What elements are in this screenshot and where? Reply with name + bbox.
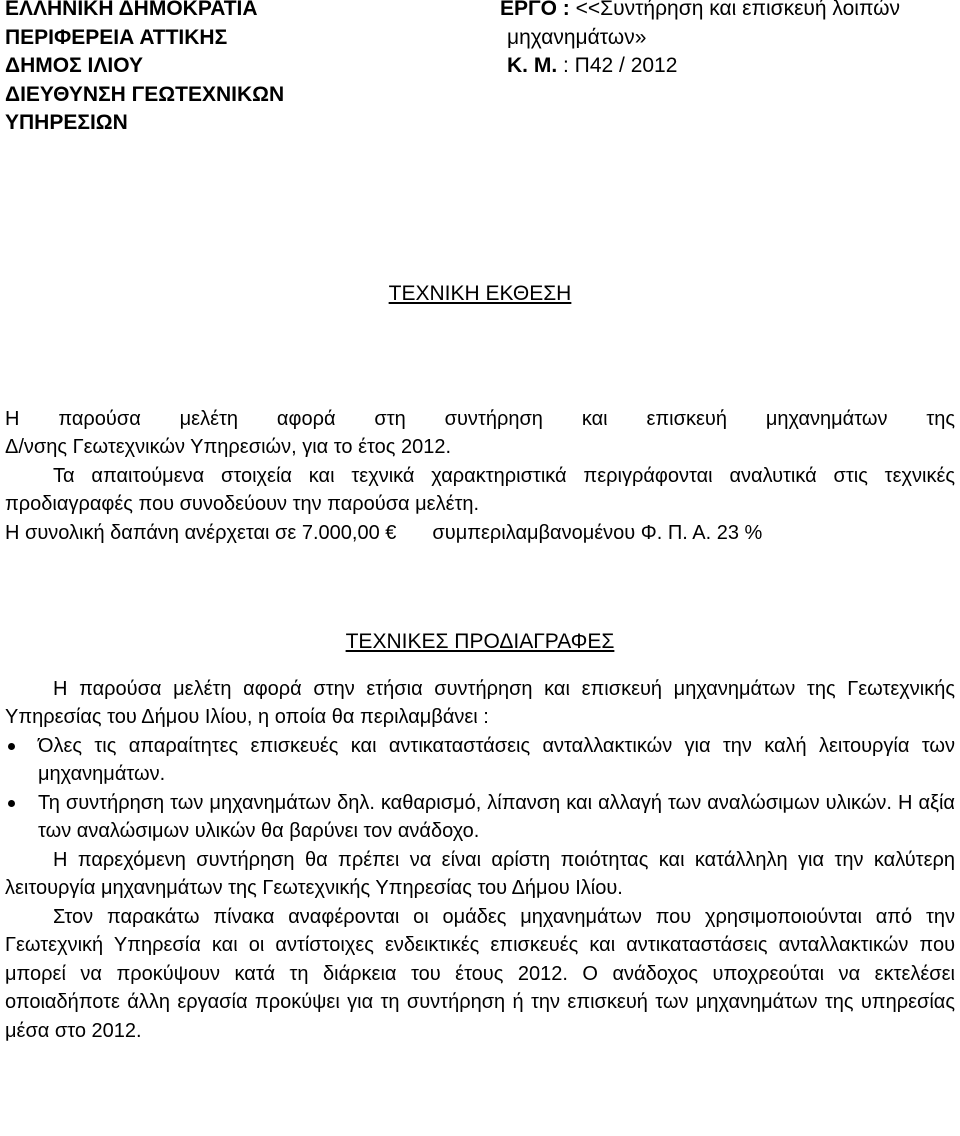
km-label: Κ. Μ. (507, 54, 558, 77)
report-line-1: Η παρούσα μελέτη αφορά στη συντήρηση και επισκευή μηχανημάτων της (5, 407, 955, 430)
authority-line: ΠΕΡΙΦΕΡΕΙΑ ΑΤΤΙΚΗΣ (5, 25, 228, 49)
technical-specs-body (5, 675, 955, 1046)
authority-line: ΥΠΗΡΕΣΙΩΝ (5, 111, 128, 134)
euro-symbol: € (385, 521, 397, 544)
bullet-icon (8, 743, 15, 750)
specs-paragraph-quality: Η παρεχόμενη συντήρηση θα πρέπει να είναι αρίστη ποιότητας και κατάλληλη για την καλύτερη λειτουργία μηχανημάτων της Γεωτεχνικής Υπηρεσίας του Δήμου Ιλίου. (5, 848, 955, 899)
list-item-text: Όλες τις απαραίτητες επισκευές και αντικαταστάσεις ανταλλακτικών για την καλή λειτουργία των μηχανημάτων. (38, 734, 955, 785)
document-page (5, 0, 955, 1045)
project-line (500, 0, 955, 24)
cost-suffix: συμπεριλαμβανομένου Φ. Π. Α. 23 % (432, 521, 763, 544)
authority-line: ΔΗΜΟΣ ΙΛΙΟΥ (5, 54, 143, 77)
cost-prefix: Η συνολική δαπάνη ανέρχεται σε 7.000,00 (5, 521, 386, 544)
project-label: ΕΡΓΟ : (500, 0, 576, 20)
project-name-part2: μηχανημάτων» (507, 25, 647, 49)
km-line (500, 52, 955, 81)
list-item-text: Τη συντήρηση των μηχανημάτων δηλ. καθαρισμό, λίπανση και αλλαγή των αναλώσιμων υλικών. Η αξία των αναλώσιμων υλικών θα βαρύνει τον ανάδοχο. (38, 791, 955, 842)
km-value: : Π42 / 2012 (557, 54, 678, 77)
technical-report-title: ΤΕΧΝΙΚΗ ΕΚΘΕΣΗ (388, 282, 572, 305)
project-name-part1: <<Συντήρηση και επισκευή λοιπών (575, 0, 901, 20)
specs-intro: Η παρούσα μελέτη αφορά στην ετήσια συντήρηση και επισκευή μηχανημάτων της Γεωτεχνικής Υπηρεσίας του Δήμου Ιλίου, η οποία θα περιλαμβάνει : (5, 677, 955, 728)
list-item (5, 789, 955, 846)
bullet-icon (8, 800, 15, 807)
total-cost-line (5, 519, 955, 548)
report-line-2: Δ/νσης Γεωτεχνικών Υπηρεσιών, για το έτος 2012. (5, 436, 451, 458)
technical-specs-title: ΤΕΧΝΙΚΕΣ ΠΡΟΔΙΑΓΡΑΦΕΣ (345, 630, 615, 653)
authority-line: ΔΙΕΥΘΥΝΣΗ ΓΕΩΤΕΧΝΙΚΩΝ (5, 82, 285, 106)
report-paragraph-specs: Τα απαιτούμενα στοιχεία και τεχνικά χαρακτηριστικά περιγράφονται αναλυτικά στις τεχνικές προδιαγραφές που συνοδεύουν την παρούσα μελέτη. (5, 464, 955, 515)
issuing-authority (5, 0, 405, 138)
document-header (5, 0, 955, 145)
technical-report-body (5, 405, 955, 548)
project-info (500, 0, 955, 81)
specs-paragraph-table: Στον παρακάτω πίνακα αναφέρονται οι ομάδες μηχανημάτων που χρησιμοποιούνται από την Γεωτεχνική Υπηρεσία και οι αντίστοιχες ενδεικτικές επισκευές και αντικαταστάσεις ανταλλακτικών που μπορεί να προκύψουν κατά τη διάρκεια του έτους 2012. Ο ανάδοχος υποχρεούται να εκτελέσει οποιαδήποτε άλλη εργασία προκύψει για τη συντήρηση ή την επισκευή των μηχανημάτων της υπηρεσίας μέσα στο 2012. (5, 905, 955, 1042)
authority-line: ΕΛΛΗΝΙΚΗ ΔΗΜΟΚΡΑΤΙΑ (5, 0, 258, 20)
list-item (5, 732, 955, 789)
